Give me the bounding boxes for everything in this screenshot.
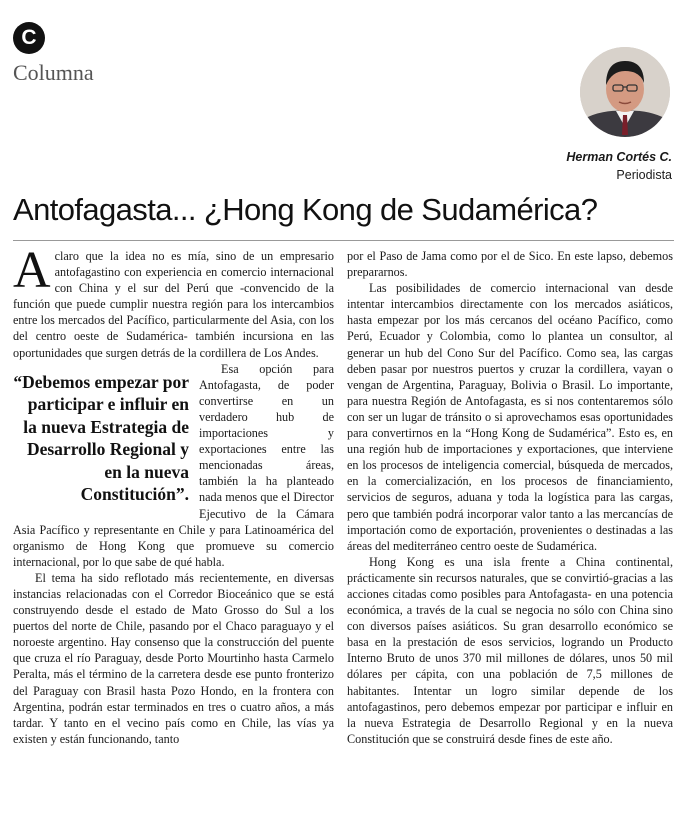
author-role: Periodista bbox=[616, 168, 672, 182]
dropcap: A bbox=[13, 242, 51, 299]
author-portrait-icon bbox=[580, 47, 670, 137]
paragraph-1 bbox=[13, 242, 334, 361]
author-byline bbox=[566, 148, 672, 184]
column-header bbox=[0, 0, 684, 192]
paragraph-5: Las posibilidades de comercio internacional van desde intentar intercambios directamente con los mercados asiáticos, hasta empezar por los más cercanos del océano Pacífico, como Perú, Ecuador y Colombia, como lo plantea un consultor, al generar un hub del Cono Sur del Pacífico. Como sea, las cargas deben pasar por nuestros puertos y cruzar la cordillera, vayan o vengan de Argentina, Paraguay, Bolivia o Brasil. Lo importante, para nuestra Región de Antofagasta, es si nos contentaremos sólo con ser un lugar de tránsito o si aprovechamos esas oportunidades para convertirnos en la “Hong Kong de Sudamérica”. Esto es, en una región hub de importaciones y exportaciones, que interviene en los procesos de inteligencia comercial, búsqueda de mercados, en la comercialización, en los procesos de financiamiento, servicios de seguros, aduana y toda la logística para las cargas, pero que también podrá incorporar valor tanto a las mercancías de importación como de exportación, provenientes o destinadas a las áreas del mediterráneo centro oeste de Sudamérica. bbox=[347, 281, 673, 553]
paragraph-4: por el Paso de Jama como por el de Sico. En este lapso, debemos prepararnos. bbox=[347, 249, 673, 280]
headline: Antofagasta... ¿Hong Kong de Sudamérica? bbox=[13, 192, 598, 227]
article-column-left bbox=[13, 242, 334, 747]
headline-divider bbox=[13, 240, 674, 241]
article-column-right bbox=[347, 248, 673, 747]
paragraph-6: Hong Kong es una isla frente a China continental, prácticamente sin recursos naturales, que se convirtió-gracias a las acciones citadas como posibles para Antofagasta- en una potencia económica, a través de la cual se negocia no sólo con China sino con diversos países asiáticos. Su gran desarrollo económico se basa en la prestación de esos servicios, logrando un Producto Interno Bruto de unos 370 mil millones de dólares, unos 50 mil dólares per cápita, con una población de 7,5 millones de habitantes. Intentar un logro similar depende de los antofagastinos, pero debemos empezar por participar e influir en la nueva Estrategia de Desarrollo Regional y en la nueva Constitución que se construirá desde fines de este año. bbox=[347, 554, 673, 746]
column-badge: C bbox=[13, 22, 45, 54]
author-name: Herman Cortés C. bbox=[566, 150, 672, 164]
paragraph-1-text: claro que la idea no es mía, sino de un empresario antofagastino con experiencia en comercio internacional con China y el sur del Perú que -convencido de la función que puede cumplir nuestra región para los intercambios entre los mercados del Pacífico, particularmente del Asia, con los del centro oeste de Sudamérica- también incursiona en las oportunidades que surgen detrás de la cordillera de Los Andes. bbox=[13, 249, 334, 360]
paragraph-2: Esa opción para Antofagasta, de poder convertirse en un verdadero hub de importaciones y exportaciones entre las mencionadas áreas, también la ha planteado nada menos que el Director Ejecutivo de la Cámara Asia Pacífico y representante en Chile y para Latinoamérica del organismo de Hong Kong que promueve su comercio internacional, por lo que sabe de qué habla. bbox=[13, 361, 334, 569]
paragraph-3: El tema ha sido reflotado más recientemente, en diversas instancias relacionadas con el Corredor Bioceánico que se está construyendo desde el estado de Mato Grosso do Sul a los puertos del norte de Chile, pasando por el Chaco paraguayo y el noroeste argentino. Hay consenso que la construcción del puente que cruza el río Paraguay, desde Porto Mourtinho hasta Carmelo Peralta, más el término de la carretera desde ese punto fronterizo del Paraguay con Brasil hasta Pozo Hondo, en la frontera con Argentina, podrán estar terminados en tres o cuatro años, a más tardar. Y tanto en el vecino país como en Chile, las vías ya existen y están funcionando, tanto bbox=[13, 570, 334, 746]
pullquote-text: “Debemos empezar por participar e influir en la nueva Estrategia de Desarrollo Regional y en la nueva Constitución”. bbox=[13, 371, 189, 505]
section-label: Columna bbox=[13, 60, 94, 85]
pullquote bbox=[13, 371, 189, 506]
